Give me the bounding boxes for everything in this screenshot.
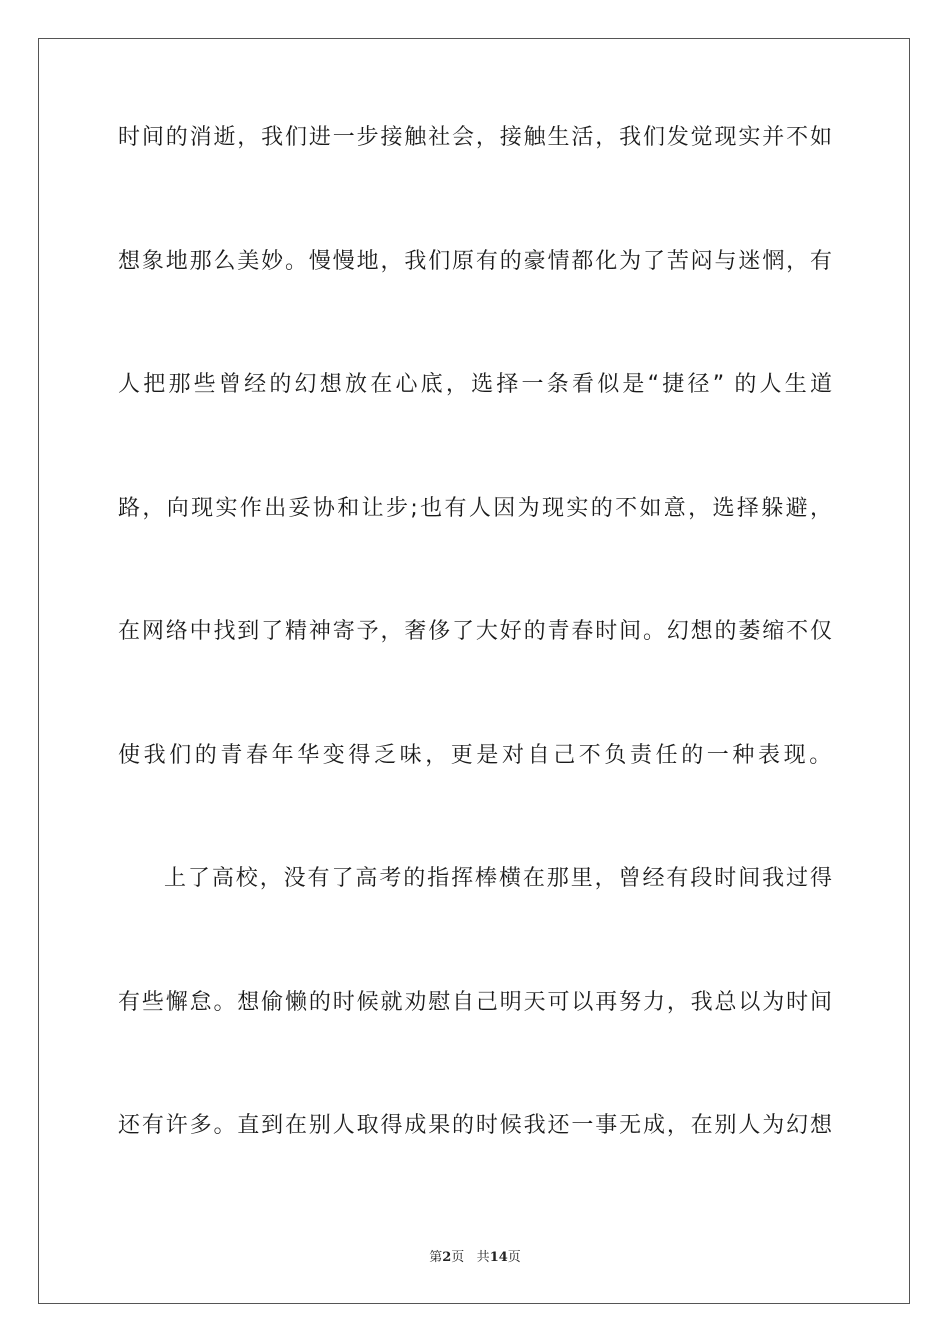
text-line: 还有许多。直到在别人取得成果的时候我还一事无成，在别人为幻想 — [118, 1113, 832, 1138]
text-line: 在网络中找到了精神寄予，奢侈了大好的青春时间。幻想的萎缩不仅 — [118, 619, 832, 644]
text-line: 人把那些曾经的幻想放在心底，选择一条看似是“捷径” 的人生道 — [118, 372, 832, 397]
page-footer — [0, 1246, 950, 1265]
text-line: 路，向现实作出妥协和让步;也有人因为现实的不如意，选择躲避， — [118, 495, 832, 521]
text-line: 使我们的青春年华变得乏味，更是对自己不负责任的一种表现。 — [118, 742, 835, 768]
text-line: 时间的消逝，我们进一步接触社会，接触生活，我们发觉现实并不如 — [118, 125, 832, 150]
text-line: 有些懈怠。想偷懒的时候就劝慰自己明天可以再努力，我总以为时间 — [118, 989, 832, 1015]
total-pages: 14 — [489, 1250, 508, 1265]
text-line: 上了高校，没有了高考的指挥棒横在那里，曾经有段时间我过得 — [164, 866, 832, 891]
total-suffix: 页 — [507, 1250, 521, 1265]
document-body — [118, 122, 835, 1234]
page-prefix: 第 — [429, 1250, 443, 1265]
total-prefix: 共 — [476, 1250, 490, 1265]
page-number: 2 — [442, 1250, 452, 1265]
text-line: 想象地那么美妙。慢慢地，我们原有的豪情都化为了苦闷与迷惘，有 — [118, 248, 832, 274]
page-suffix: 页 — [451, 1250, 465, 1265]
